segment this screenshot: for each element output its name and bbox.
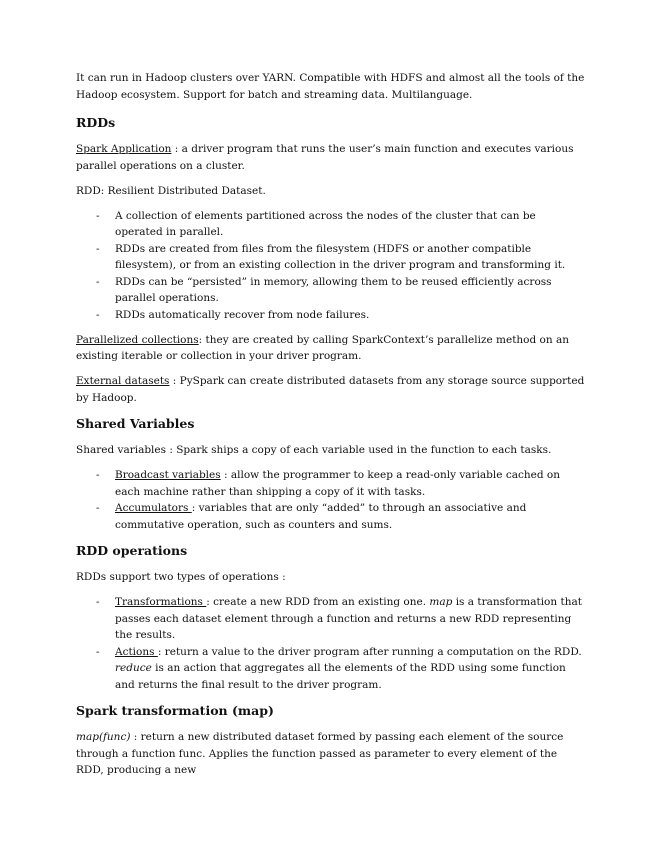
spark-application-paragraph bbox=[76, 141, 586, 174]
bullet-dash: - bbox=[96, 308, 100, 321]
list-item-text: RDDs are created from files from the filesystem (HDFS or another compatible filesystem), or from an existing collection in the driver program and transforming it. bbox=[115, 242, 566, 271]
bullet-dash: - bbox=[96, 502, 100, 514]
list-item bbox=[76, 644, 586, 694]
rdd-operations-heading: RDD operations bbox=[76, 543, 188, 558]
list-item-text: RDDs automatically recover from node failures. bbox=[115, 308, 370, 321]
actions-text: : return a value to the driver program after running a computation on the RDD. bbox=[157, 645, 582, 658]
broadcast-variables-term: Broadcast variables bbox=[115, 469, 221, 481]
rdds-heading: RDDs bbox=[76, 115, 116, 130]
list-item-text: RDDs can be “persisted” in memory, allowing them to be reused efficiently across parallel operations. bbox=[115, 275, 552, 304]
shared-variables-heading: Shared Variables bbox=[76, 416, 195, 431]
parallelized-collections-term: Parallelized collections bbox=[76, 333, 199, 346]
actions-term: Actions bbox=[115, 645, 158, 658]
bullet-dash: - bbox=[96, 645, 100, 658]
external-datasets-term: External datasets bbox=[76, 375, 170, 387]
transformations-text: : create a new RDD from an existing one. bbox=[206, 596, 430, 608]
rdd-bullet-list bbox=[76, 208, 586, 324]
rdd-operations-list bbox=[76, 594, 586, 693]
rdd-operations-intro: RDDs support two types of operations : bbox=[76, 571, 286, 583]
rdd-definition: RDD: Resilient Distributed Dataset. bbox=[76, 184, 266, 197]
map-func-signature: map(func) bbox=[76, 731, 131, 743]
list-item-text: A collection of elements partitioned across the nodes of the cluster that can be operated in parallel. bbox=[115, 209, 536, 238]
accumulators-text: : variables that are only “added” to through an associative and commutative operation, such as counters and sums. bbox=[115, 502, 527, 531]
intro-paragraph: It can run in Hadoop clusters over YARN. Compatible with HDFS and almost all the tools of the Hadoop ecosystem. Support for batch and streaming data. Multilanguage. bbox=[76, 72, 585, 101]
shared-variables-list bbox=[76, 467, 586, 533]
list-item bbox=[76, 307, 586, 324]
external-datasets-paragraph bbox=[76, 373, 586, 406]
broadcast-variables-text: : allow the programmer to keep a read-only variable cached on each machine rather than shipping a copy of it with tasks. bbox=[115, 469, 560, 498]
list-item bbox=[76, 467, 586, 500]
parallelized-collections-paragraph bbox=[76, 332, 586, 365]
map-func-paragraph bbox=[76, 729, 586, 779]
list-item bbox=[76, 274, 586, 307]
list-item bbox=[76, 241, 586, 274]
accumulators-term: Accumulators bbox=[115, 502, 192, 514]
external-datasets-text: : PySpark can create distributed datasets from any storage source supported by Hadoop. bbox=[76, 375, 585, 404]
spark-application-text: : a driver program that runs the user’s main function and executes various parallel operations on a cluster. bbox=[76, 143, 574, 172]
parallelized-collections-text: : they are created by calling SparkContext’s parallelize method on an existing iterable or collection in your driver program. bbox=[76, 333, 570, 362]
reduce-function-name: reduce bbox=[115, 662, 152, 674]
transformations-text-2: is a transformation that passes each dataset element through a function and returns a new RDD representing the results. bbox=[115, 596, 582, 641]
bullet-dash: - bbox=[96, 242, 100, 255]
list-item bbox=[76, 208, 586, 241]
bullet-dash: - bbox=[96, 209, 100, 222]
map-func-text: : return a new distributed dataset formed by passing each element of the source through a function func. Applies the function passed as parameter to every element of the RDD, producing a new bbox=[76, 731, 564, 776]
spark-transformation-heading: Spark transformation (map) bbox=[76, 703, 274, 718]
list-item bbox=[76, 500, 586, 533]
spark-application-term: Spark Application bbox=[76, 143, 172, 155]
actions-text-2: is an action that aggregates all the elements of the RDD using some function and returns the final result to the driver program. bbox=[115, 662, 566, 691]
transformations-term: Transformations bbox=[115, 596, 207, 608]
document-body bbox=[76, 70, 586, 787]
list-item bbox=[76, 594, 586, 644]
bullet-dash: - bbox=[96, 469, 100, 481]
bullet-dash: - bbox=[96, 275, 100, 288]
shared-variables-intro: Shared variables : Spark ships a copy of each variable used in the function to each tasks. bbox=[76, 444, 552, 456]
bullet-dash: - bbox=[96, 596, 100, 608]
map-function-name: map bbox=[429, 596, 453, 608]
